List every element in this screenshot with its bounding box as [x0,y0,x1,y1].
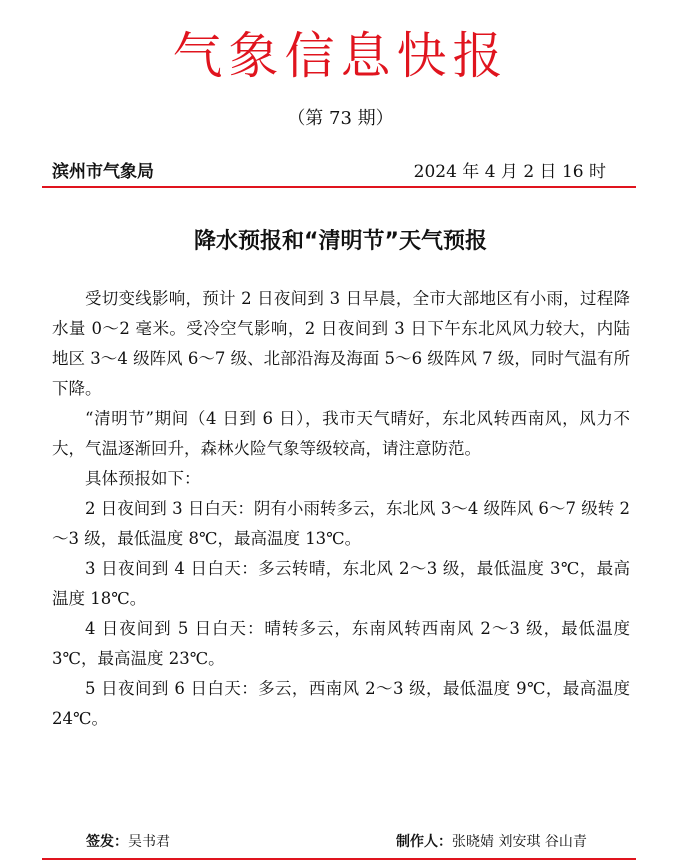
signer-block [86,830,170,854]
forecast-paragraph: 3 日夜间到 4 日白天：多云转晴，东北风 2～3 级，最低温度 3℃，最高温度 18℃。 [52,559,630,608]
paragraph: 受切变线影响，预计 2 日夜间到 3 日早晨，全市大部地区有小雨，过程降水量 0～2 毫米。受冷空气影响，2 日夜间到 3 日下午东北风风力较大，内陆地区 3～4 级阵风 6～7 级、北部沿海及海面 5～6 级阵风 7 级，同时气温有所下降。 [52,289,630,398]
producers-label: 制作人： [396,834,452,850]
paragraph: 具体预报如下： [85,469,201,488]
footer-divider [42,858,636,860]
signer-label: 签发： [86,834,128,850]
forecast-paragraph: 4 日夜间到 5 日白天：晴转多云，东南风转西南风 2～3 级，最低温度 3℃，最高温度 23℃。 [52,619,630,668]
header-divider [42,186,636,188]
issue-number: （第 73 期） [287,108,394,129]
meta-row [52,160,606,184]
forecast-paragraph: 5 日夜间到 6 日白天：多云，西南风 2～3 级，最低温度 9℃，最高温度 24℃。 [52,679,630,728]
article-title: 降水预报和“清明节”天气预报 [194,229,487,254]
producer-names: 张晓婧 刘安琪 谷山青 [452,834,587,850]
signer-name: 吴书君 [128,834,170,850]
forecast-paragraph: 2 日夜间到 3 日白天：阴有小雨转多云，东北风 3～4 级阵风 6～7 级转 2～3 级，最低温度 8℃，最高温度 13℃。 [52,499,630,548]
issue-datetime: 2024 年 4 月 2 日 16 时 [413,162,606,182]
article-body [52,284,630,734]
bulletin-masthead-title: 气象信息快报 [172,27,509,85]
footer [0,830,681,854]
issuing-agency: 滨州市气象局 [52,162,154,182]
producers-block [396,830,587,854]
paragraph: “清明节”期间（4 日到 6 日），我市天气晴好，东北风转西南风，风力不大，气温逐渐回升，森林火险气象等级较高，请注意防范。 [52,409,630,458]
